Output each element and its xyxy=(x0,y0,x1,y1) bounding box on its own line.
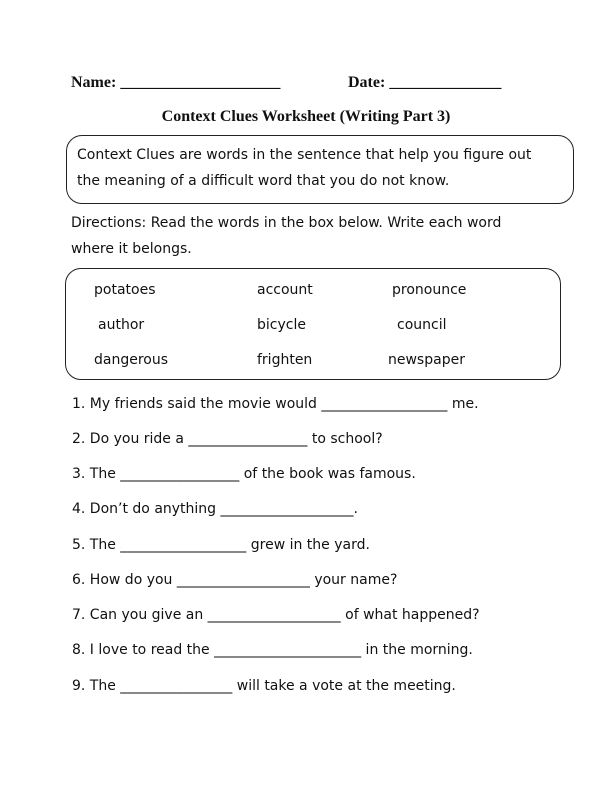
word-bank-item: newspaper xyxy=(388,352,465,368)
context-clues-definition-box xyxy=(66,135,574,204)
question-6: 6. How do you ___________________ your name? xyxy=(72,572,398,588)
word-bank-box xyxy=(65,268,561,380)
question-5: 5. The __________________ grew in the yard. xyxy=(72,537,370,553)
directions-line-2: where it belongs. xyxy=(71,241,192,257)
word-bank-item: account xyxy=(257,282,313,298)
word-bank-item: pronounce xyxy=(392,282,467,298)
question-3: 3. The _________________ of the book was famous. xyxy=(72,466,416,482)
word-bank-item: dangerous xyxy=(94,352,169,368)
question-4: 4. Don’t do anything ___________________. xyxy=(72,501,358,517)
question-1: 1. My friends said the movie would __________________ me. xyxy=(72,396,479,412)
word-bank-item: potatoes xyxy=(94,282,156,298)
question-2: 2. Do you ride a _________________ to school? xyxy=(72,431,383,447)
word-bank-item: author xyxy=(98,317,145,333)
word-bank-item: bicycle xyxy=(257,317,306,333)
question-7: 7. Can you give an ___________________ of what happened? xyxy=(72,607,480,623)
word-bank-item: frighten xyxy=(257,352,313,368)
question-9: 9. The ________________ will take a vote at the meeting. xyxy=(72,678,456,694)
directions xyxy=(71,210,551,262)
date-field: Date: ______________ xyxy=(348,74,502,91)
page-title: Context Clues Worksheet (Writing Part 3) xyxy=(161,108,451,125)
directions-line-1: Directions: Read the words in the box below. Write each word xyxy=(71,215,502,231)
question-8: 8. I love to read the _____________________ in the morning. xyxy=(72,642,473,658)
definition-line-2: the meaning of a difficult word that you do not know. xyxy=(77,173,450,189)
definition-line-1: Context Clues are words in the sentence that help you figure out xyxy=(77,147,532,163)
word-bank-item: council xyxy=(397,317,447,333)
name-field: Name: ____________________ xyxy=(71,74,281,91)
name-date-row xyxy=(71,74,541,96)
